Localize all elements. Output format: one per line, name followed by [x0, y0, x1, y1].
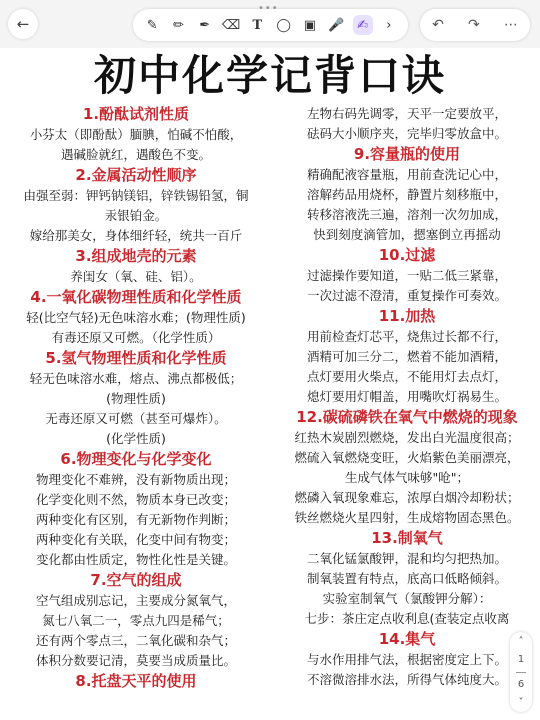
- body-line: 快到刻度滴管加，摁塞倒立再摇动: [313, 227, 501, 242]
- section-heading: 6.物理变化与化学变化: [60, 450, 212, 468]
- body-line: 变化都由性质定，物性化性是关键。: [35, 552, 236, 567]
- drawing-tools: [133, 9, 408, 41]
- body-line: 嫁给那美女，身体细纤轻，统共一百斤: [29, 228, 243, 243]
- section-heading: 9.容量瓶的使用: [353, 145, 461, 163]
- body-line: 生成气体气味够"呛"；: [345, 470, 469, 485]
- section-heading: 7.空气的组成: [90, 571, 182, 589]
- body-line: 熄灯要用灯帽盖，用嘴吹灯祸易生。: [306, 389, 507, 404]
- body-line: 燃磷入氧现象难忘，浓厚白烟冷却粉状；: [294, 490, 520, 505]
- text-icon[interactable]: T: [252, 17, 263, 33]
- body-line: 两种变化有关联，化变中间有物变；: [35, 532, 236, 547]
- chevron-down-icon[interactable]: ˅: [518, 697, 524, 708]
- body-line: 化学变化则不然，物质本身已改变；: [35, 492, 236, 507]
- body-line: 空气组成别忘记，主要成分氮氧气，: [35, 593, 236, 608]
- body-line: (物理性质): [106, 391, 166, 406]
- body-line: 二氧化锰氯酸钾，混和均匀把热加。: [306, 551, 507, 566]
- section-heading: 10.过滤: [378, 246, 436, 264]
- body-line: 七步：茶庄定点收利息(查装定点收离: [304, 611, 510, 626]
- page-indicator[interactable]: [510, 632, 532, 712]
- body-line: 过滤操作要知道，一贴二低三紧靠，: [306, 268, 507, 283]
- page-title: 初中化学记背口诀: [93, 51, 446, 100]
- body-line: 铁丝燃烧火星四射，生成熔物固态黑色。: [294, 510, 520, 525]
- body-line: 实验室制氧气（氯酸钾分解）：: [322, 591, 492, 606]
- redo-icon[interactable]: ↷: [467, 17, 480, 33]
- body-line: 与水作用排气法，根据密度定上下。: [306, 652, 507, 667]
- section-heading: 1.酚酞试剂性质: [82, 105, 190, 123]
- body-line: 无毒还原又可燃（甚至可爆炸）。: [45, 411, 227, 426]
- body-line: 砝码大小顺序夹，完毕归零放盒中。: [306, 126, 507, 141]
- body-line: 氮七八氧二一，零点九四是稀气；: [42, 613, 230, 628]
- divider: [516, 672, 526, 673]
- back-button[interactable]: [8, 9, 38, 39]
- body-line: 小芬太（即酚酞）腼腆，怕碱不怕酸，: [29, 127, 243, 142]
- section-heading: 4.一氧化碳物理性质和化学性质: [30, 288, 242, 306]
- top-toolbar: [0, 0, 540, 50]
- body-line: 转移溶液洗三遍，溶剂一次勿加成，: [306, 207, 507, 222]
- body-line: 物理变化不难辨，没有新物质出现；: [35, 472, 236, 487]
- eraser-icon[interactable]: ⌫: [221, 17, 241, 33]
- left-column: [4, 104, 268, 692]
- section-heading: 14.集气: [378, 630, 436, 648]
- current-page: 1: [517, 653, 525, 665]
- section-heading: 5.氢气物理性质和化学性质: [45, 349, 227, 367]
- body-line: 红热木炭剧烈燃烧，发出白光温度很高；: [294, 430, 520, 445]
- arrow-left-icon: ←: [16, 15, 30, 33]
- pen-icon[interactable]: ✎: [146, 17, 158, 33]
- body-line: 还有两个零点三，二氧化碳和杂气；: [35, 633, 236, 648]
- body-line: 制氧装置有特点，底高口低略倾斜。: [306, 571, 507, 586]
- body-line: 溶解药品用烧杯，静置片刻移瓶中，: [306, 187, 507, 202]
- body-line: 燃硫入氧燃烧变旺，火焰紫色美丽漂亮，: [294, 450, 520, 465]
- section-heading: 11.加热: [378, 307, 436, 325]
- body-line: 一次过滤不澄清，重复操作可奏效。: [306, 288, 507, 303]
- highlighter-icon[interactable]: ✏: [172, 17, 184, 33]
- marker-icon[interactable]: ✒: [199, 17, 211, 33]
- chevron-up-icon[interactable]: ˄: [518, 636, 524, 647]
- body-line: 轻无色味溶水难，熔点、沸点都极低；: [29, 371, 243, 386]
- body-line: 遇碱脸就红，遇酸色不变。: [60, 147, 211, 162]
- right-column: [276, 104, 538, 690]
- section-heading: 13.制氧气: [371, 529, 443, 547]
- lasso-icon[interactable]: ◯: [276, 17, 291, 33]
- chevron-right-icon[interactable]: ›: [386, 17, 392, 33]
- body-line: 轻(比空气轻)无色味溶水难；(物理性质): [26, 310, 246, 325]
- body-line: 不溶微溶排水法，所得气体纯度大。: [306, 672, 507, 687]
- image-icon[interactable]: ▣: [303, 17, 317, 33]
- body-line: 精确配液容量瓶，用前查洗记心中，: [306, 167, 507, 182]
- section-heading: 8.托盘天平的使用: [75, 672, 197, 690]
- total-pages: 6: [517, 679, 525, 691]
- more-icon[interactable]: ⋯: [503, 17, 518, 33]
- section-heading: 2.金属活动性顺序: [75, 166, 197, 184]
- body-line: 汞银铂金。: [104, 208, 168, 223]
- body-line: 用前检查灯芯平，烧焦过长都不行，: [306, 329, 507, 344]
- note-page: [0, 48, 540, 720]
- body-line: 酒精可加三分二，燃着不能加酒精，: [306, 349, 507, 364]
- body-line: 有毒还原又可燃。（化学性质）: [51, 330, 221, 345]
- body-line: 左物右码先调零，天平一定要放平，: [306, 106, 507, 121]
- body-line: 两种变化有区别，有无新物作判断；: [35, 512, 236, 527]
- body-line: 点灯要用火柴点，不能用灯去点灯，: [306, 369, 507, 384]
- section-heading: 12.碳硫磷铁在氧气中燃烧的现象: [296, 408, 518, 426]
- body-line: 养闺女（氧、硅、铝）。: [70, 269, 202, 284]
- body-line: 体积分数要记清，莫要当成质量比。: [35, 653, 236, 668]
- microphone-icon[interactable]: 🎤: [328, 17, 345, 33]
- body-line: 由强至弱：钾钙钠镁铝，锌铁锡铅氢，铜: [23, 188, 249, 203]
- body-line: (化学性质): [106, 431, 166, 446]
- section-heading: 3.组成地壳的元素: [75, 247, 197, 265]
- magic-pen-icon[interactable]: ✍: [353, 15, 373, 35]
- history-tools: [420, 9, 530, 41]
- undo-icon[interactable]: ↶: [432, 17, 444, 33]
